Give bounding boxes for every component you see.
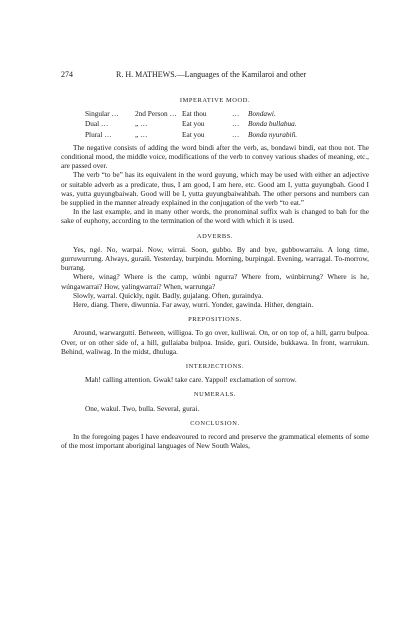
form-cell: Bonda nyurabiñ.: [248, 129, 298, 139]
dots-cell: …: [232, 119, 240, 129]
paragraph: The negative consists of adding the word bindi after the verb, as, bondawi bindi, eat thou not. The conditional mood, the middle voice, modifications of the verb to convey various shades of meaning, etc., are passed over.: [61, 142, 369, 171]
table-row: [85, 109, 297, 119]
gloss-cell: Eat thou: [182, 109, 207, 119]
paragraph: Around, warwarguttí. Between, willigoa. To go over, kulliwai. On, or on top of, a hill, garru bulpoa. Over, or on other side of, a hill, gullaiaba bulpoa. Inside, guri. Outside, bukkawa. In front, warrukun. Behind, waliwag. In the midst, dhuluga.: [61, 328, 369, 356]
paragraph: Where, winag? Where is the camp, wúnbi ngurra? Where from, wúnbirrung? Where is he, wúngawarrai? How, yalingwarrai? When, warrunga?: [61, 272, 369, 291]
imperative-mood-heading: IMPERATIVE MOOD.: [179, 97, 251, 104]
paragraph: In the last example, and in many other words, the pronominal suffix wah is changed to bah for the sake of euphony, according to the termination of the word with which it is used.: [61, 207, 369, 226]
paragraph: Here, diang. There, diwunnia. Far away, wurri. Yonder, gawinda. Hither, dengtain.: [73, 300, 314, 310]
numerals-heading: NUMERALS.: [193, 391, 237, 399]
page-number: 274: [61, 70, 73, 79]
form-cell: Bonda bullabua.: [248, 119, 297, 129]
number-cell: Dual …: [85, 119, 109, 129]
prepositions-heading: PREPOSITIONS.: [188, 316, 242, 324]
dots-cell: …: [232, 129, 240, 139]
numerals-line: One, wakul. Two, bulla. Several, gurai.: [85, 403, 200, 413]
interjections-heading: INTERJECTIONS.: [185, 363, 245, 371]
dots-cell: …: [232, 109, 240, 119]
table-row: [85, 130, 297, 140]
paragraph: The verb “to be” has its equivalent in the word guyung, which may be used with either an adjective or suitable adverb as a predicate, thus, I am good, I am here, etc. Good am I, yutta guyungbah. Good I was, yutta guyungbaiwah. Good will be I, yutta guyungbaiwahbah. The other persons and numbers can be supplied in the manner already explained in the conjugation of the verb “to eat.”: [61, 170, 369, 208]
paragraph: In the foregoing pages I have endeavoured to record and preserve the grammatical elements of some of the most important aboriginal languages of New South Wales,: [61, 432, 369, 451]
person-cell: „ …: [135, 129, 148, 139]
gloss-cell: Eat you: [182, 129, 205, 139]
paragraph: Slowly, warral. Quickly, ngút. Badly, gujalang. Often, guraindya.: [73, 290, 264, 300]
table-row: [85, 119, 297, 129]
conclusion-heading: CONCLUSION.: [190, 419, 240, 427]
running-title: R. H. MATHEWS.—Languages of the Kamilaroi and other: [116, 70, 307, 79]
adverbs-heading: ADVERBS.: [196, 232, 234, 240]
interjections-line: Mah! calling attention. Gwak! take care. Yappol! exclamation of sorrow.: [85, 375, 297, 385]
person-cell: 2nd Person …: [135, 109, 177, 119]
person-cell: „ …: [135, 119, 148, 129]
number-cell: Plural …: [85, 129, 112, 139]
imperative-table: [85, 109, 297, 140]
form-cell: Bondawi.: [248, 109, 276, 119]
running-header: [61, 70, 369, 82]
number-cell: Singular …: [85, 109, 119, 119]
gloss-cell: Eat you: [182, 119, 205, 129]
paragraph: Yes, ngé. No, warpai. Now, wirrai. Soon, gubbo. By and bye, gubbowarraiu. A long time, gurruwurrung. Always, guraiū. Yesterday, burpindu. Morning, burpingal. Evening, warragal. To-morrow, burrang.: [61, 244, 369, 273]
